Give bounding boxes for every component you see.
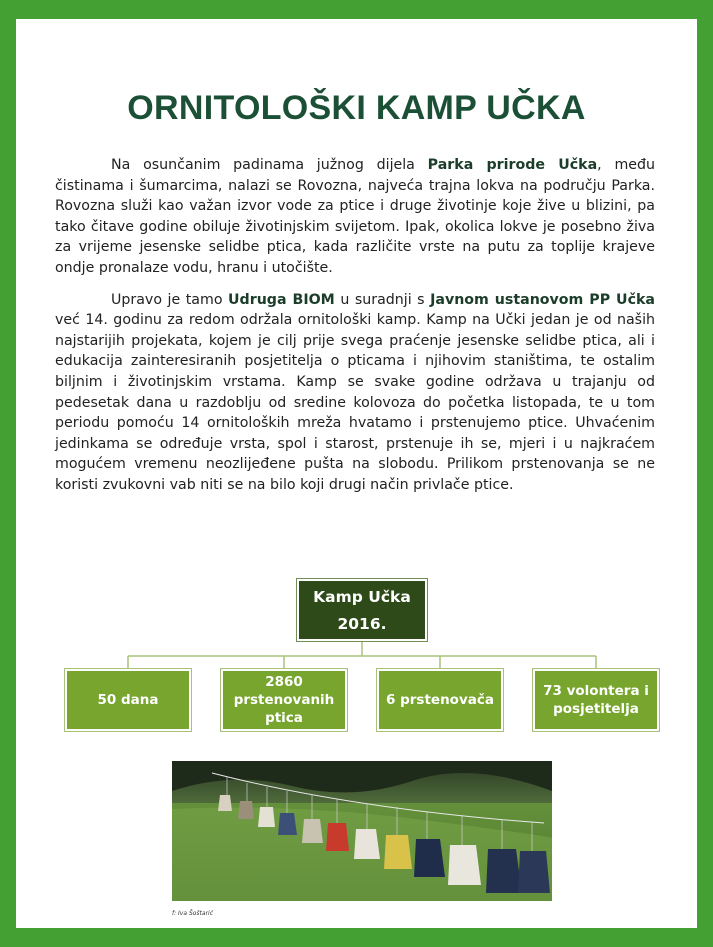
paragraph-1-text-b: , među čistinama i šumarcima, nalazi se Rovozna, najveća trajna lokva na području Parka. Rovozna služi kao važan izvor vode za ptice i druge životinje koje žive u blizini, pa tako čitave godine obiluje životinjskim svijetom. Ipak, okolica lokve je posebno živa za vrijeme jesenske selidbe ptica, kada različite vrste na putu za toplije krajeve ondje pronalaze vodu, hranu i utočište. [55,157,656,276]
diagram-leaf-birds: 2860 prstenovanih ptica [221,669,347,731]
diagram-root-box [297,579,427,641]
paragraph-2-bold-ustanova: Javnom ustanovom PP Učka [430,291,656,308]
page-title: ORNITOLOŠKI KAMP UČKA [127,89,586,127]
paragraph-2-bold-biom: Udruga BIOM [228,291,335,308]
paragraph-2-text-c: već 14. godinu za redom održala ornitološki kamp. Kamp na Učki jedan je od naših najstarijih projekata, kojem je cilj prije svega praćenje jesenske selidbe ptica, ali i edukacija zainteresiranih posjetitelja o pticama i njihovim staništima, te ostalim biljnim i životinjskim vrstama. Kamp se svake godine održava u trajanju od pedesetak dana u razdoblju od sredine kolovoza do početka listopada, te u tom periodu pomoću 14 ornitoloških mreža hvatamo i prstenujemo ptice. Uhvaćenim jedinkama se određuje vrsta, spol i starost, prstenuje ih se, mjeri i u najkraćem mogućem vremenu neozlijeđene pušta na slobodu. Prilikom prstenovanja se ne koristi zvukovni vab niti se na bilo koji drugi način privlače ptice. [55,312,655,493]
root-line-1: Kamp Učka [313,588,411,606]
paragraph-2-text-a: Upravo je tamo [111,291,229,308]
diagram-leaf-days: 50 dana [65,669,191,731]
photo-credit: f: Iva Šoštarić [172,910,214,917]
bird-bags-photo [172,761,552,901]
paragraph-1-text-a: Na osunčanim padinama južnog dijela [111,157,428,173]
page-sheet [16,19,697,928]
photo-illustration [172,761,552,901]
root-line-2: 2016. [337,615,387,633]
paragraph-2-text-b: u suradnji s [334,291,431,308]
diagram-leaf-ringers: 6 prstenovača [377,669,503,731]
paragraph-1-bold-park: Parka prirode Učka [427,157,598,173]
diagram-leaf-volunteers: 73 volontera i posjetitelja [533,669,659,731]
